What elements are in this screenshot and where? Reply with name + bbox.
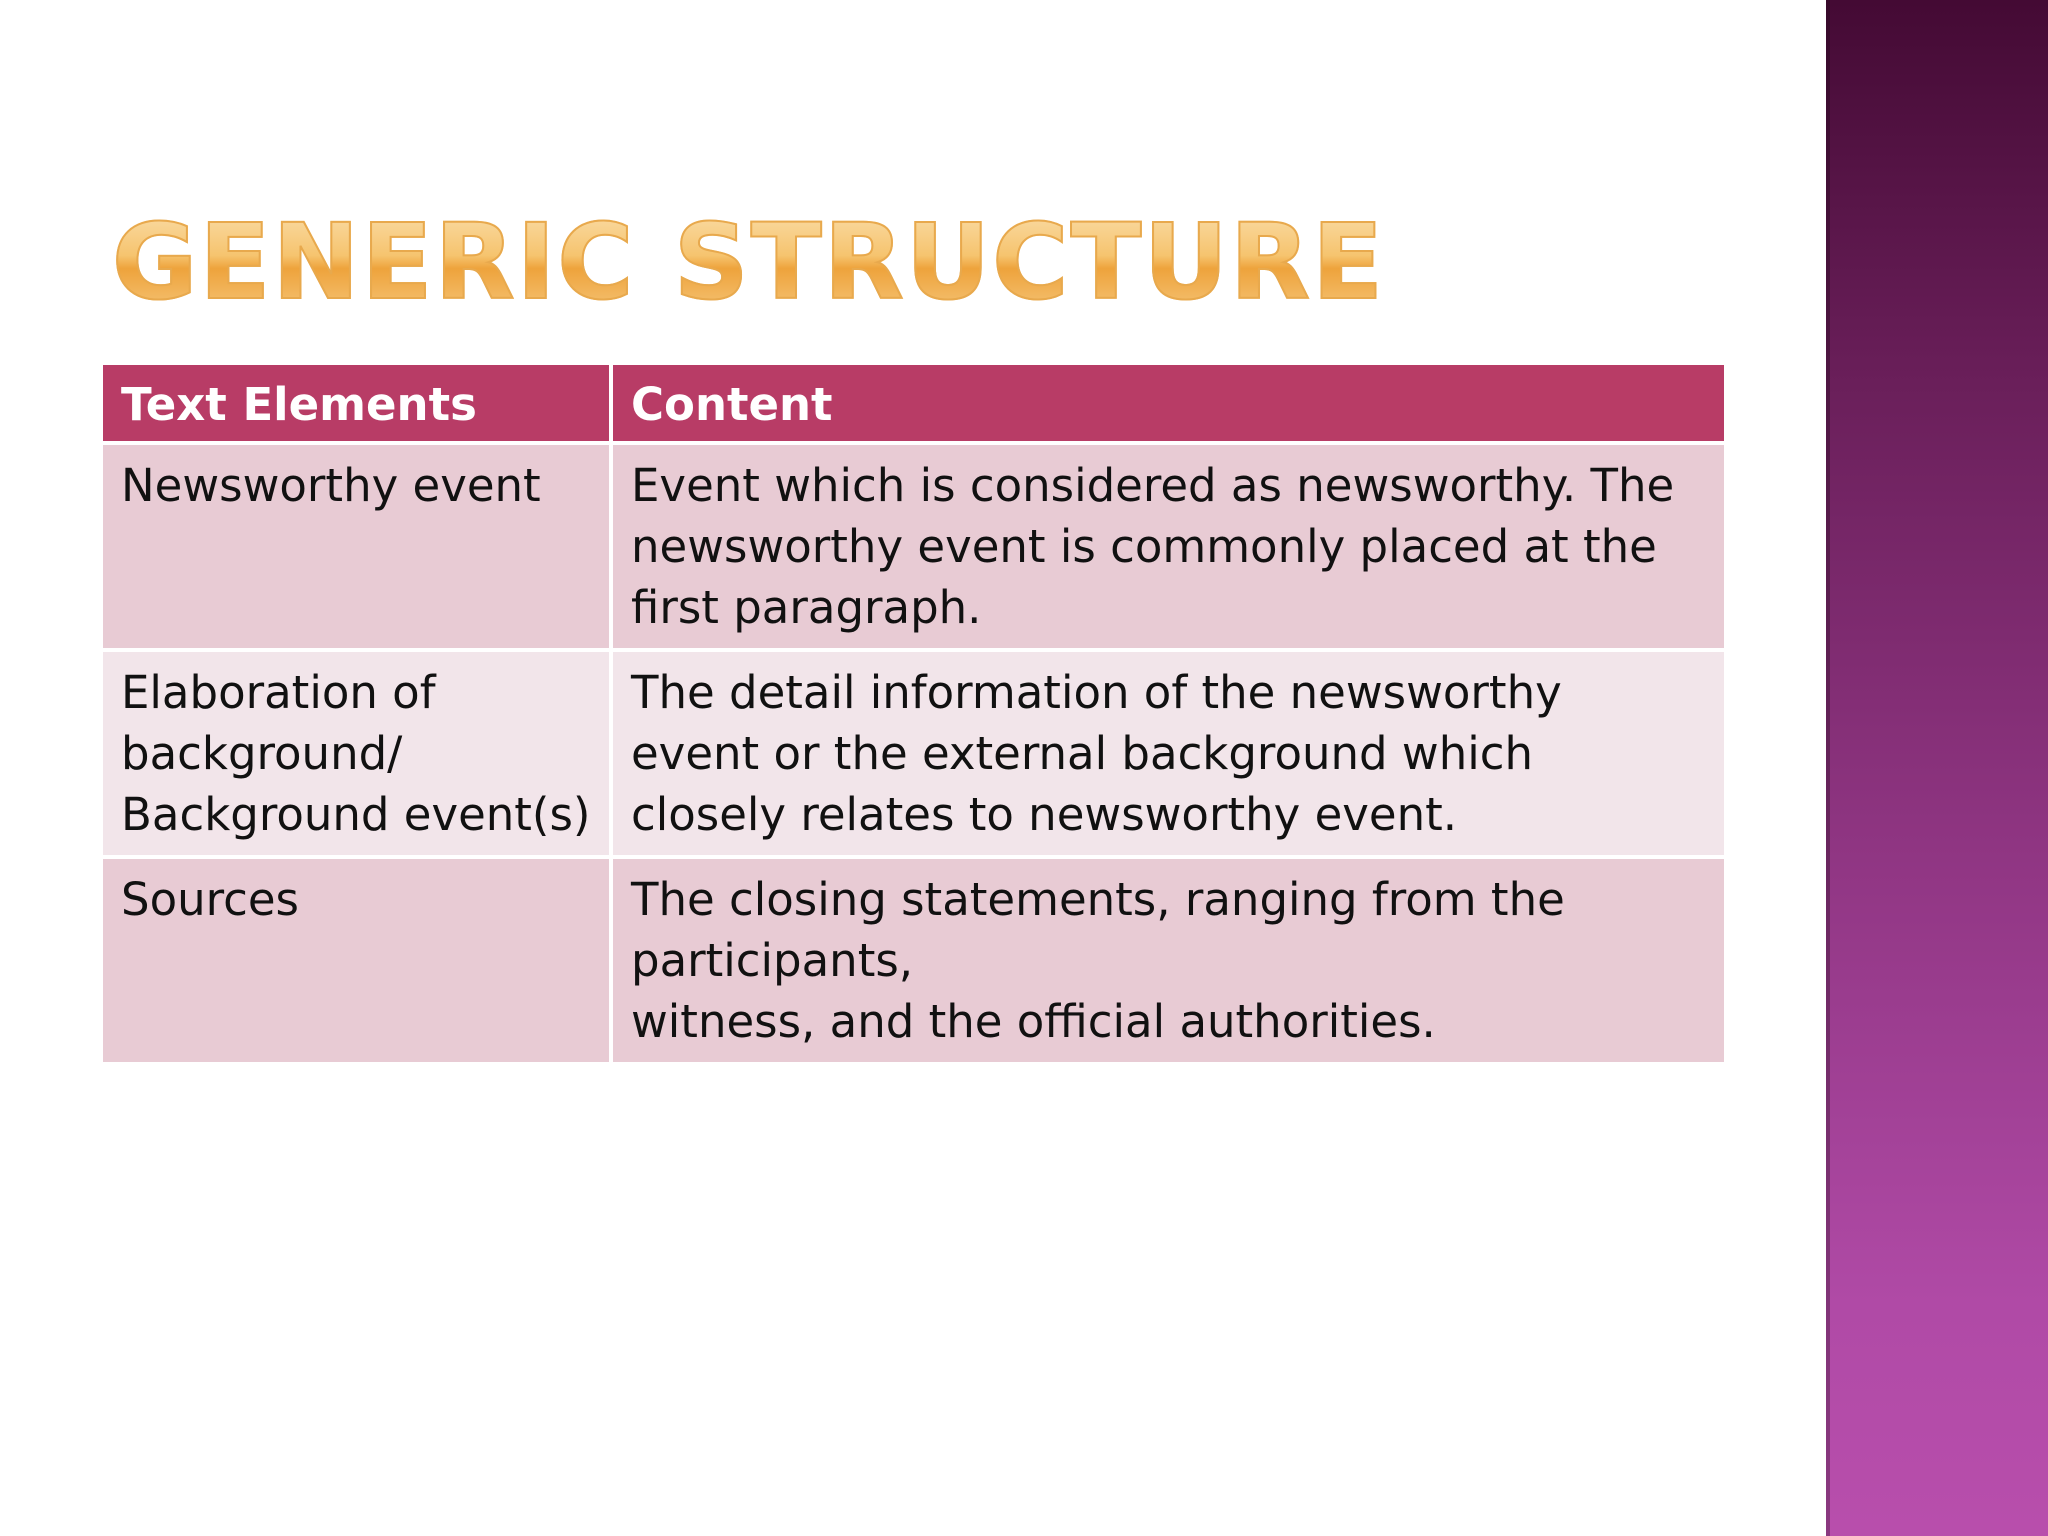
content-line: first paragraph. bbox=[631, 581, 982, 634]
decorative-side-band bbox=[1826, 0, 2048, 1536]
table-row bbox=[103, 445, 1724, 648]
element-cell bbox=[103, 859, 609, 1062]
table-row bbox=[103, 859, 1724, 1062]
generic-structure-table bbox=[99, 361, 1728, 1066]
content-line: participants, bbox=[631, 934, 914, 987]
content-cell bbox=[613, 445, 1724, 648]
slide-title: GENERIC STRUCTURE bbox=[112, 196, 1385, 328]
content-cell bbox=[613, 859, 1724, 1062]
table-header-row bbox=[103, 365, 1724, 441]
content-line: Event which is considered as newsworthy. The bbox=[631, 459, 1675, 512]
table-row bbox=[103, 652, 1724, 855]
element-text: Elaboration of bbox=[121, 666, 436, 719]
content-line: The closing statements, ranging from the bbox=[631, 873, 1565, 926]
header-content: Content bbox=[613, 365, 1724, 441]
element-cell bbox=[103, 652, 609, 855]
element-text: Background event(s) bbox=[121, 788, 591, 841]
content-line: event or the external background which bbox=[631, 727, 1533, 780]
content-line: closely relates to newsworthy event. bbox=[631, 788, 1458, 841]
element-text: Sources bbox=[121, 873, 300, 926]
content-line: witness, and the official authorities. bbox=[631, 995, 1436, 1048]
header-text-elements: Text Elements bbox=[103, 365, 609, 441]
content-cell bbox=[613, 652, 1724, 855]
element-cell bbox=[103, 445, 609, 648]
element-text: Newsworthy event bbox=[121, 459, 541, 512]
element-text: background/ bbox=[121, 727, 403, 780]
side-band-edge bbox=[1826, 0, 1830, 1536]
content-line: newsworthy event is commonly placed at the bbox=[631, 520, 1657, 573]
content-line: The detail information of the newsworthy bbox=[631, 666, 1562, 719]
